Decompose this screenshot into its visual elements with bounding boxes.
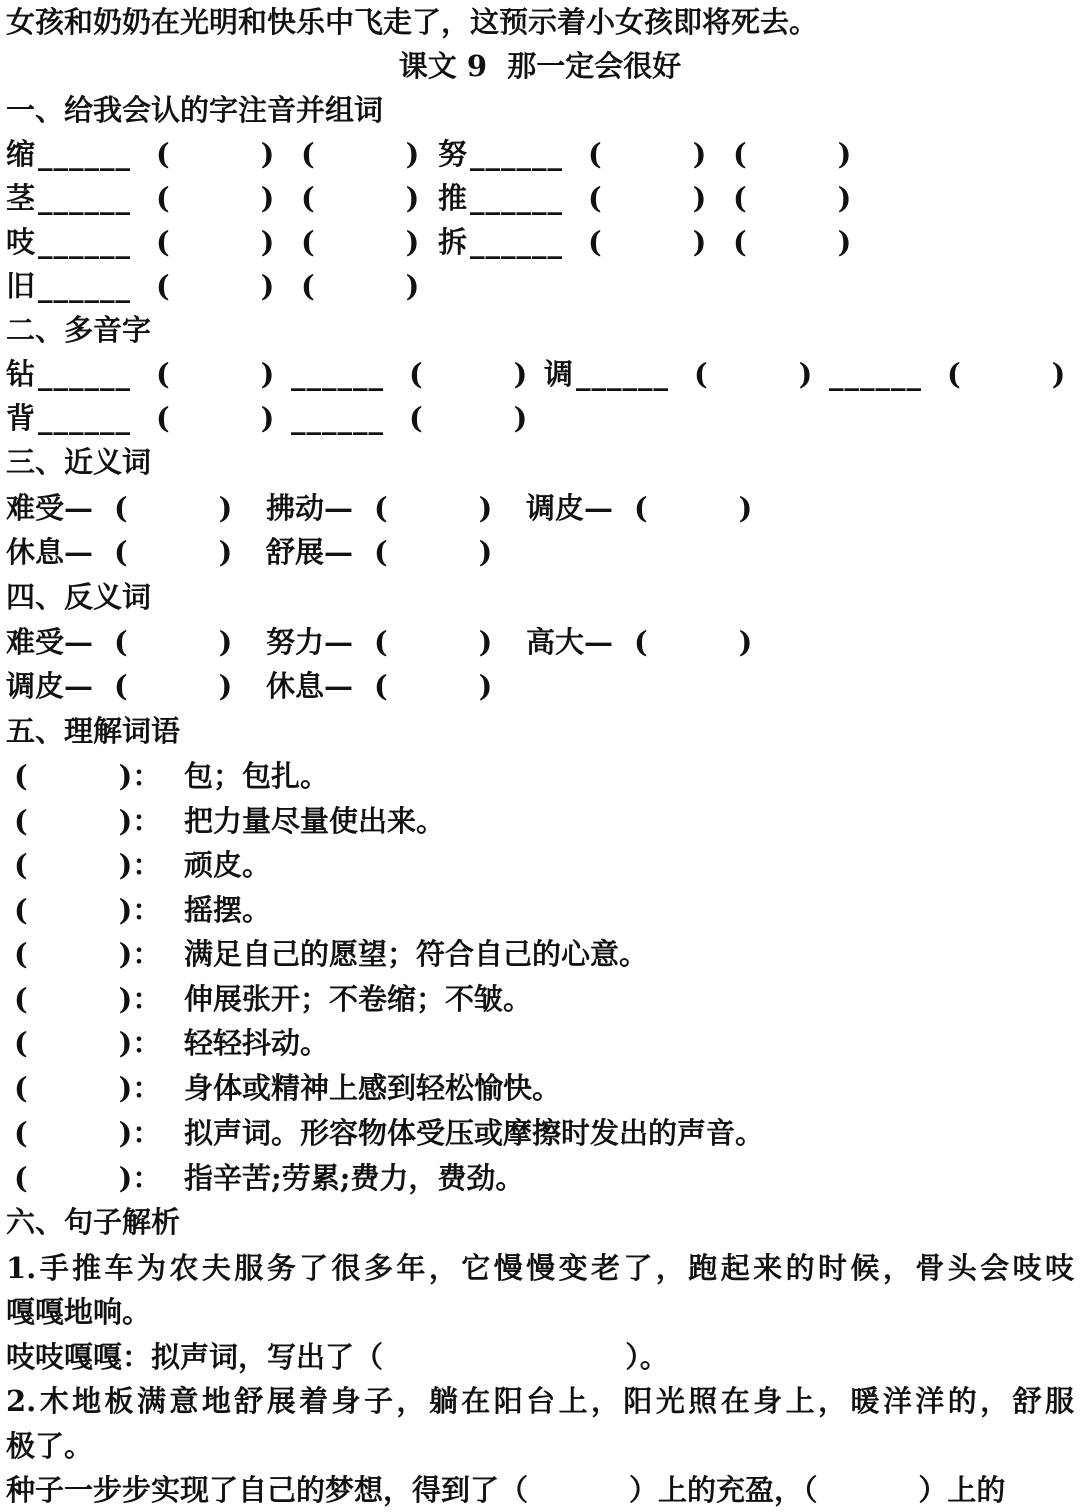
pinyin-blank[interactable]: ______ — [470, 181, 563, 215]
char-item: 茎 — [6, 181, 36, 215]
pinyin-blank[interactable]: ______ — [470, 225, 563, 259]
word-paren[interactable]: ( ) — [301, 225, 420, 259]
definition-row — [6, 754, 1074, 798]
definition-row — [6, 1021, 1074, 1065]
synonym-item: 休息— — [6, 535, 94, 569]
definition-text: 拟声词。形容物体受压或摩擦时发出的声音。 — [184, 1116, 765, 1150]
answer-paren[interactable]: ( )： — [14, 848, 162, 882]
char-item: 推 — [438, 181, 468, 215]
word-paren[interactable]: ( ) — [733, 225, 852, 259]
antonym-item: 高大— — [526, 625, 614, 659]
word-paren[interactable]: ( ) — [733, 181, 852, 215]
antonym-item: 休息— — [266, 669, 354, 703]
definition-text: 伸展张开；不卷缩；不皱。 — [184, 982, 533, 1016]
definition-row — [6, 1066, 1074, 1110]
word-paren[interactable]: ( ) — [588, 225, 707, 259]
answer-paren[interactable]: ( )： — [14, 804, 162, 838]
pinyin-blank[interactable]: ______ — [38, 181, 131, 215]
answer-paren[interactable]: ( ) — [374, 491, 493, 525]
answer-paren[interactable]: ( ) — [374, 625, 493, 659]
pinyin-blank[interactable]: ______ — [829, 357, 922, 391]
section-5-heading: 五、理解词语 — [6, 714, 181, 748]
definition-row — [6, 799, 1074, 843]
definition-text: 顽皮。 — [184, 848, 272, 882]
section-1-heading: 一、给我会认的字注音并组词 — [6, 93, 384, 127]
answer-paren[interactable]: ( ) — [114, 491, 233, 525]
char-item: 调 — [544, 357, 574, 391]
definition-row — [6, 843, 1074, 887]
answer-paren[interactable]: ( )： — [14, 893, 162, 927]
section-4-heading: 四、反义词 — [6, 580, 152, 614]
answer-paren[interactable]: ( )： — [14, 1161, 162, 1195]
word-paren[interactable]: ( ) — [301, 137, 420, 171]
word-paren[interactable]: ( ) — [947, 357, 1066, 391]
answer-paren[interactable]: ( )： — [14, 982, 162, 1016]
answer-paren[interactable]: ( ) — [114, 535, 233, 569]
word-paren[interactable]: ( ) — [409, 401, 528, 435]
pinyin-blank[interactable]: ______ — [38, 357, 131, 391]
word-paren[interactable]: ( ) — [156, 357, 275, 391]
answer-paren[interactable]: ( )： — [14, 937, 162, 971]
definition-text: 满足自己的愿望；符合自己的心意。 — [184, 937, 649, 971]
synonym-item: 拂动— — [266, 491, 354, 525]
char-row-1 — [6, 132, 1074, 176]
word-paren[interactable]: ( ) — [156, 181, 275, 215]
synonym-row-2 — [6, 530, 1074, 574]
word-paren[interactable]: ( ) — [588, 181, 707, 215]
word-paren[interactable]: ( ) — [156, 137, 275, 171]
word-paren[interactable]: ( ) — [301, 181, 420, 215]
synonym-item: 舒展— — [266, 535, 354, 569]
answer-paren[interactable]: ( )： — [14, 1116, 162, 1150]
sentence-2-line-1: 2.木地板满意地舒展着身子，躺在阳台上，阳光照在身上，暖洋洋的，舒服 — [6, 1384, 1074, 1418]
word-paren[interactable]: ( ) — [409, 357, 528, 391]
definition-text: 指辛苦;劳累;费力，费劲。 — [184, 1161, 525, 1195]
polyphone-row-2 — [6, 396, 1074, 440]
sentence-1-line-2: 嘎嘎地响。 — [6, 1295, 152, 1329]
answer-paren[interactable]: ( )： — [14, 1026, 162, 1060]
antonym-item: 难受— — [6, 625, 94, 659]
intro-line: 女孩和奶奶在光明和快乐中飞走了，这预示着小女孩即将死去。 — [6, 5, 819, 39]
char-item: 钻 — [6, 357, 36, 391]
definition-row — [6, 1156, 1074, 1200]
definition-text: 把力量尽量使出来。 — [184, 804, 446, 838]
pinyin-blank[interactable]: ______ — [38, 137, 131, 171]
definition-text: 轻轻抖动。 — [184, 1026, 330, 1060]
char-item: 旧 — [6, 269, 36, 303]
answer-paren[interactable]: ( )： — [14, 1071, 162, 1105]
answer-paren[interactable]: ( ) — [374, 535, 493, 569]
word-paren[interactable]: ( ) — [156, 225, 275, 259]
definition-row — [6, 1111, 1074, 1155]
word-paren[interactable]: ( ) — [588, 137, 707, 171]
definition-row — [6, 932, 1074, 976]
synonym-item: 难受— — [6, 491, 94, 525]
char-item: 背 — [6, 401, 36, 435]
word-paren[interactable]: ( ) — [694, 357, 813, 391]
synonym-row-1 — [6, 486, 1074, 530]
answer-paren[interactable]: ( )： — [14, 759, 162, 793]
char-row-3 — [6, 220, 1074, 264]
answer-paren[interactable]: ( ) — [634, 625, 753, 659]
char-item: 拆 — [438, 225, 468, 259]
char-row-4 — [6, 264, 1074, 308]
pinyin-blank[interactable]: ______ — [38, 401, 131, 435]
section-6-heading: 六、句子解析 — [6, 1205, 181, 1239]
sentence-1-line-1: 1.手推车为农夫服务了很多年，它慢慢变老了，跑起来的时候，骨头会吱吱 — [6, 1251, 1074, 1285]
definition-text: 身体或精神上感到轻松愉快。 — [184, 1071, 562, 1105]
char-item: 缩 — [6, 137, 36, 171]
pinyin-blank[interactable]: ______ — [38, 269, 131, 303]
sentence-1-question[interactable]: 吱吱嘎嘎：拟声词，写出了（ ）。 — [6, 1340, 669, 1374]
definition-row — [6, 977, 1074, 1021]
pinyin-blank[interactable]: ______ — [470, 137, 563, 171]
synonym-item: 调皮— — [526, 491, 614, 525]
word-paren[interactable]: ( ) — [733, 137, 852, 171]
char-row-2 — [6, 176, 1074, 220]
definition-row — [6, 888, 1074, 932]
char-item: 努 — [438, 137, 468, 171]
section-2-heading: 二、多音字 — [6, 313, 152, 347]
pinyin-blank[interactable]: ______ — [291, 357, 384, 391]
word-paren[interactable]: ( ) — [301, 269, 420, 303]
pinyin-blank[interactable]: ______ — [38, 225, 131, 259]
answer-paren[interactable]: ( ) — [374, 669, 493, 703]
lesson-title: 课文 9 那一定会很好 — [398, 49, 682, 83]
sentence-2-line-2: 极了。 — [6, 1429, 94, 1463]
antonym-row-1 — [6, 620, 1074, 664]
pinyin-blank[interactable]: ______ — [291, 401, 384, 435]
answer-paren[interactable]: ( ) — [114, 669, 233, 703]
section-3-heading: 三、近义词 — [6, 445, 152, 479]
polyphone-row-1 — [6, 352, 1074, 396]
word-paren[interactable]: ( ) — [156, 401, 275, 435]
sentence-3-line-1[interactable]: 种子一步步实现了自己的梦想，得到了（ ）上的充盈，（ ）上的 — [6, 1473, 1006, 1507]
definition-text: 包；包扎。 — [184, 759, 330, 793]
antonym-item: 努力— — [266, 625, 354, 659]
answer-paren[interactable]: ( ) — [114, 625, 233, 659]
answer-paren[interactable]: ( ) — [634, 491, 753, 525]
word-paren[interactable]: ( ) — [156, 269, 275, 303]
pinyin-blank[interactable]: ______ — [576, 357, 669, 391]
antonym-row-2 — [6, 664, 1074, 708]
definition-text: 摇摆。 — [184, 893, 272, 927]
char-item: 吱 — [6, 225, 36, 259]
antonym-item: 调皮— — [6, 669, 94, 703]
